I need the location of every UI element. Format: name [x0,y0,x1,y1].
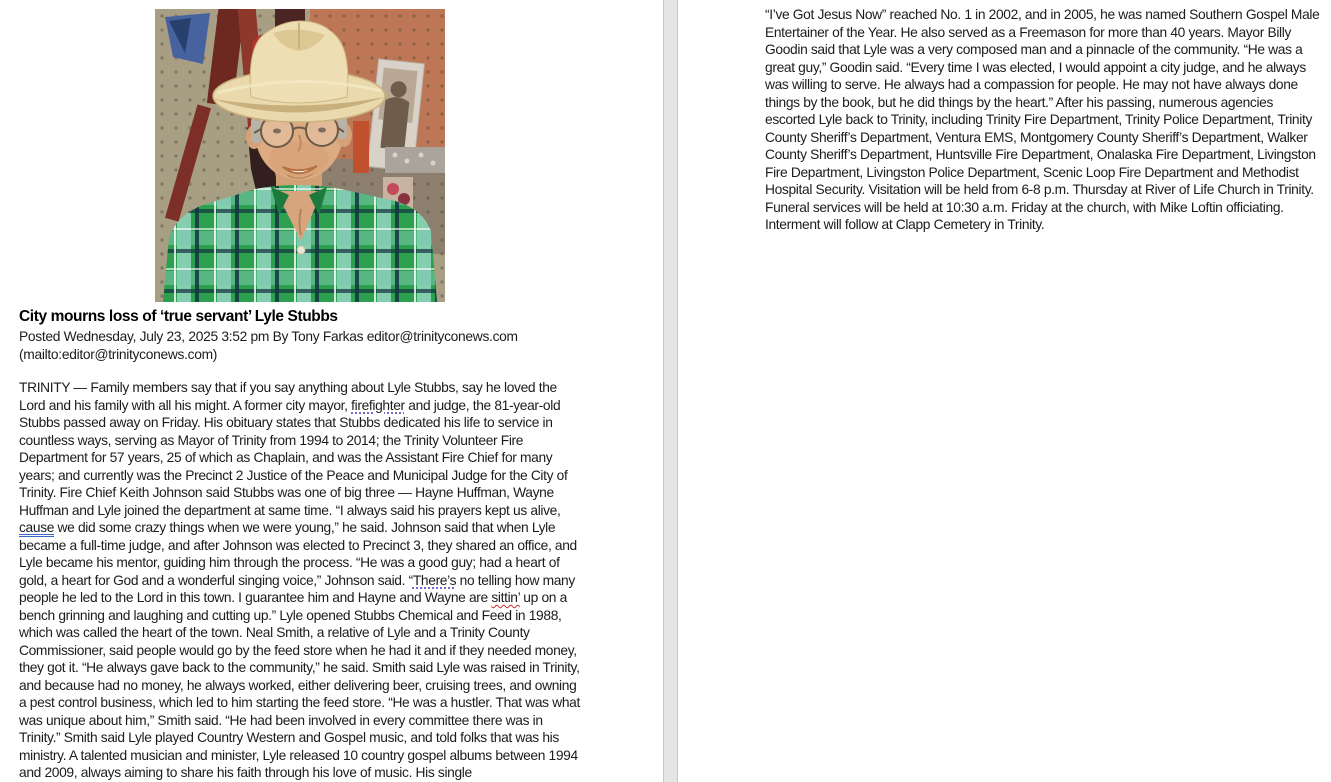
article-left-column [19,9,581,782]
article-byline: Posted Wednesday, July 23, 2025 3:52 pm By Tony Farkas editor@trinityconews.com (mailto:editor@trinityconews.com) [19,329,518,362]
article-body-left [19,379,581,782]
text-segment: no telling how many people he led to the Lord in this town. I guarantee him and Hayne and Wayne are [19,572,575,605]
column-divider [663,0,678,782]
obituary-photo-graphic [155,9,445,302]
article-right-column [765,6,1325,234]
text-segment: we did some crazy things when we were young,” he said. Johnson said that when Lyle became a full-time judge, and after Johnson was elected to Precinct 3, they shared an office, and Lyle became his mentor, guiding him through the process. “He was a good guy; had a heart of gold, a heart for God and a wonderful singing voice,” Johnson said. “ [19,520,577,588]
article-headline: City mourns loss of ‘true servant’ Lyle Stubbs [19,308,338,325]
proofing-mark-clarity: There’s [412,572,457,588]
proofing-mark-clarity: firefighter [351,397,405,413]
text-segment: up on a bench grinning and laughing and cutting up.” Lyle opened Stubbs Chemical and Feed in 1988, which was called the heart of the town. Neal Smith, a relative of Lyle and a Trinity County Commissioner, said people would go by the feed store when he had it and if they needed money, they got it. “He always gave back to the community,” he said. Smith said Lyle was raised in Trinity, and because had no money, he always worked, either delivering beer, cruising trees, and owning a pest control business, which led to him starting the feed store. “He was a hustler. That was what was unique about him,” Smith said. “He had been involved in every committee there was in Trinity.” Smith said Lyle played Country Western and Gospel music, and told folks that was his ministry. A talented musician and minister, Lyle released 10 country gospel albums between 1994 and 2009, always aiming to share his faith through his love of music. His single [19,590,580,780]
proofing-mark-spelling: sittin’ [491,590,520,605]
proofing-mark-grammar: cause [19,520,55,535]
text-segment: TRINITY — Family members say that if you say anything about Lyle Stubbs, say he loved the Lord and his family with all his might. A former city mayor, [19,380,557,413]
text-segment: and judge, the 81-year-old Stubbs passed away on Friday. His obituary states that Stubbs dedicated his life to service in countless ways, serving as Mayor of Trinity from 1994 to 2014; the Trinity Volunteer Fire Department for 57 years, 25 of which as Chaplain, and was the Assistant Fire Chief for many years; and currently was the Precinct 2 Justice of the Peace and Municipal Judge for the City of Trinity. Fire Chief Keith Johnson said Stubbs was one of big three — Hayne Huffman, Wayne Huffman and Lyle joined the department at same time. “I always said his prayers kept us alive, [19,397,568,518]
obituary-photo [155,9,445,302]
article-body-right: “I’ve Got Jesus Now” reached No. 1 in 2002, and in 2005, he was named Southern Gospel Male Entertainer of the Year. He also served as a Freemason for more than 40 years. Mayor Billy Goodin said that Lyle was a very composed man and a pinnacle of the community. “He was a great guy,” Goodin said. “Every time I was elected, I would appoint a city judge, and he always was willing to serve. He always had a compassion for people. He may not have always done things by the book, but he did things by the heart.” After his passing, numerous agencies escorted Lyle back to Trinity, including Trinity Fire Department, Trinity Police Department, Trinity County Sheriff’s Department, Ventura EMS, Montgomery County Sheriff’s Department, Walker County Sheriff’s Department, Huntsville Fire Department, Onalaska Fire Department, Livingston Fire Department, Livingston Police Department, Scenic Loop Fire Department and Methodist Hospital Security. Visitation will be held from 6-8 p.m. Thursday at River of Life Church in Trinity. Funeral services will be held at 10:30 a.m. Friday at the church, with Mike Loftin officiating. Interment will follow at Clapp Cemetery in Trinity. [765,7,1320,232]
